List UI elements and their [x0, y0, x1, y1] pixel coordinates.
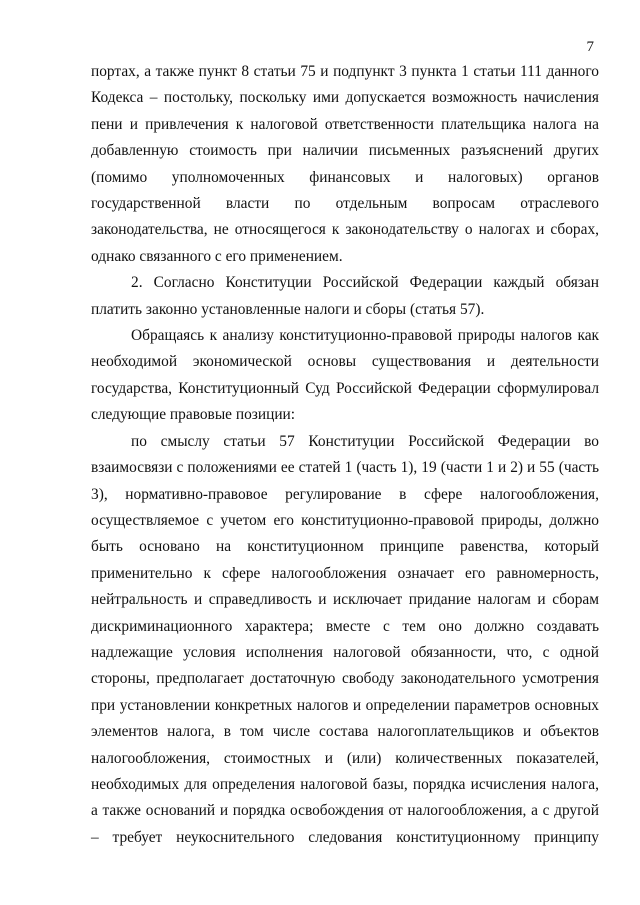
paragraph-legal-positions-intro: Обращаясь к анализу конституционно-правовой природы налогов как необходимой экономической основы существования и деятельности государства, Конституционный Суд Российской Федерации сформулировал следующие правовые позиции:	[91, 327, 599, 424]
paragraph-constitution-article-57: 2. Согласно Конституции Российской Федерации каждый обязан платить законно установленные налоги и сборы (статья 57).	[91, 274, 599, 318]
paragraph-equality-principle: по смыслу статьи 57 Конституции Российской Федерации во взаимосвязи с положениями ее статей 1 (часть 1), 19 (части 1 и 2) и 55 (часть 3), нормативно-правовое регулирование в сфере налогообложения, осуществляемое с учетом его конституционно-правовой природы, должно быть основано на конституционном принципе равенства, который применительно к сфере налогообложения означает его равномерность, нейтральность и справедливость и исключает придание налогам и сборам дискриминационного характера; вместе с тем оно должно создавать надлежащие условия исполнения налоговой обязанности, что, с одной стороны, предполагает достаточную свободу законодательного усмотрения при установлении конкретных налогов и определении параметров основных элементов налога, в том числе состава налогоплательщиков и объектов налогообложения, стоимостных и (или) количественных показателей, необходимых для определения налоговой базы, порядка исчисления налога, а также оснований и порядка освобождения от налогообложения, а с другой – требует неукоснительного следования конституционному принципу	[91, 432, 599, 846]
page-number: 7	[586, 39, 594, 55]
paragraph-continuation: портах, а также пункт 8 статьи 75 и подпункт 3 пункта 1 статьи 111 данного Кодекса – постольку, поскольку ими допускается возможность начисления пени и привлечения к налоговой ответственности плательщика налога на добавленную стоимость при наличии письменных разъяснений других (помимо уполномоченных финансовых и налоговых) органов государственной власти по отдельным вопросам отраслевого законодательства, не относящегося к законодательству о налогах и сборах, однако связанного с его применением.	[91, 63, 599, 265]
document-body	[91, 59, 599, 851]
